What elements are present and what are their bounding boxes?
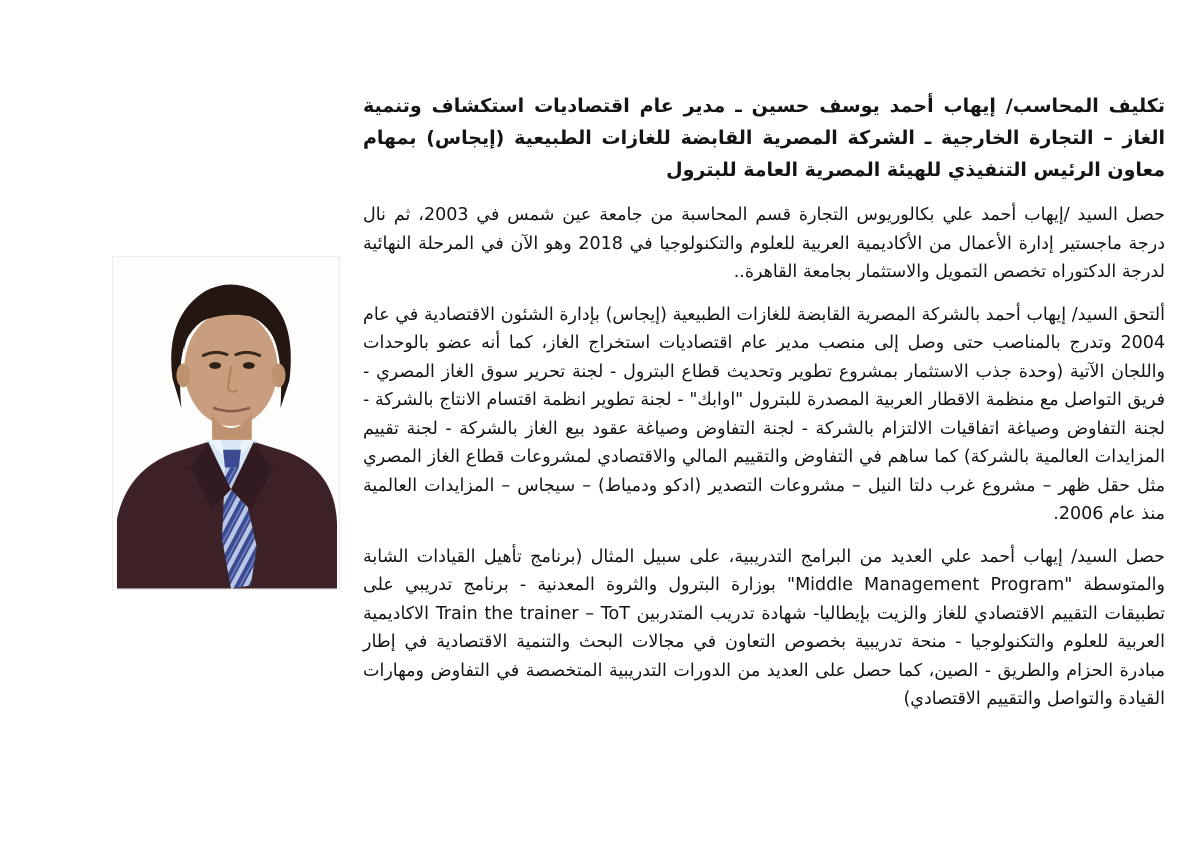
- right-eye: [243, 362, 255, 369]
- portrait-photo-svg: [113, 257, 339, 589]
- portrait-photo: [112, 256, 340, 590]
- left-ear: [176, 364, 190, 388]
- career-paragraph: ألتحق السيد/ إيهاب أحمد بالشركة المصرية القابضة للغازات الطبيعية (إيجاس) بإدارة الشئون الاقتصادية في عام 2004 وتدرج بالمناصب حتى وصل إلى منصب مدير عام اقتصاديات استخراج الغاز، كما أنه عضو بالوحدات واللجان الآتية (وحدة جذب الاستثمار بمشروع تطوير وتحديث قطاع البترول - لجنة تحرير سوق الغاز المصري - فريق التواصل مع منظمة الاقطار العربية المصدرة للبترول "اوابك" - لجنة تطوير انظمة اقتسام الانتاج بالشركة - لجنة التفاوض وصياغة اتفاقيات الالتزام بالشركة - لجنة التفاوض وصياغة عقود بيع الغاز بالشركة - لجنة تقييم المزايدات العالمية بالشركة) كما ساهم في التفاوض والتقييم المالي والاقتصادي لمشروعات قطاع الغاز المصري مثل حقل ظهر – مشروع غرب دلتا النيل – مشروعات التصدير (ادكو ودمياط) – سيجاس – المزايدات العالمية منذ عام 2006.: [363, 304, 1165, 524]
- tie-knot: [223, 450, 241, 468]
- education-paragraph: حصل السيد /إيهاب أحمد علي بكالوريوس التجارة قسم المحاسبة من جامعة عين شمس في 2003، ثم نال درجة ماجستير إدارة الأعمال من الأكاديمية العربية للعلوم والتكنولوجيا في 2018 وهو الآن في المرحلة النهائية لدرجة الدكتوراه تخصص التمويل والاستثمار بجامعة القاهرة..: [363, 205, 1165, 282]
- left-eye: [209, 362, 221, 369]
- biography-text-column: [363, 90, 1165, 728]
- assignment-title: تكليف المحاسب/ إيهاب أحمد يوسف حسين ـ مدير عام اقتصاديات استكشاف وتنمية الغاز – التجارة الخارجية ـ الشركة المصرية القابضة للغازات الطبيعية (إيجاس) بمهام معاون الرئيس التنفيذي للهيئة المصرية العامة للبترول: [363, 95, 1165, 181]
- training-paragraph: حصل السيد/ إيهاب أحمد علي العديد من البرامج التدريبية، على سبيل المثال (برنامج تأهيل القيادات الشابة والمتوسطة "Middle Management Program" بوزارة البترول والثروة المعدنية - برنامج تدريبي على تطبيقات التقييم الاقتصادي للغاز والزيت بإيطاليا- شهادة تدريب المتدربين Train the trainer – ToT الاكاديمية العربية للعلوم والتكنولوجيا - منحة تدريبية بخصوص التعاون في مجالات البحث والتنمية الاقتصادية في إطار مبادرة الحزام والطريق - الصين، كما حصل على العديد من الدورات التدريبية المتخصصة في التفاوض ومهارات القيادة والتواصل والتقييم الاقتصادي): [363, 546, 1165, 709]
- right-ear: [272, 364, 286, 388]
